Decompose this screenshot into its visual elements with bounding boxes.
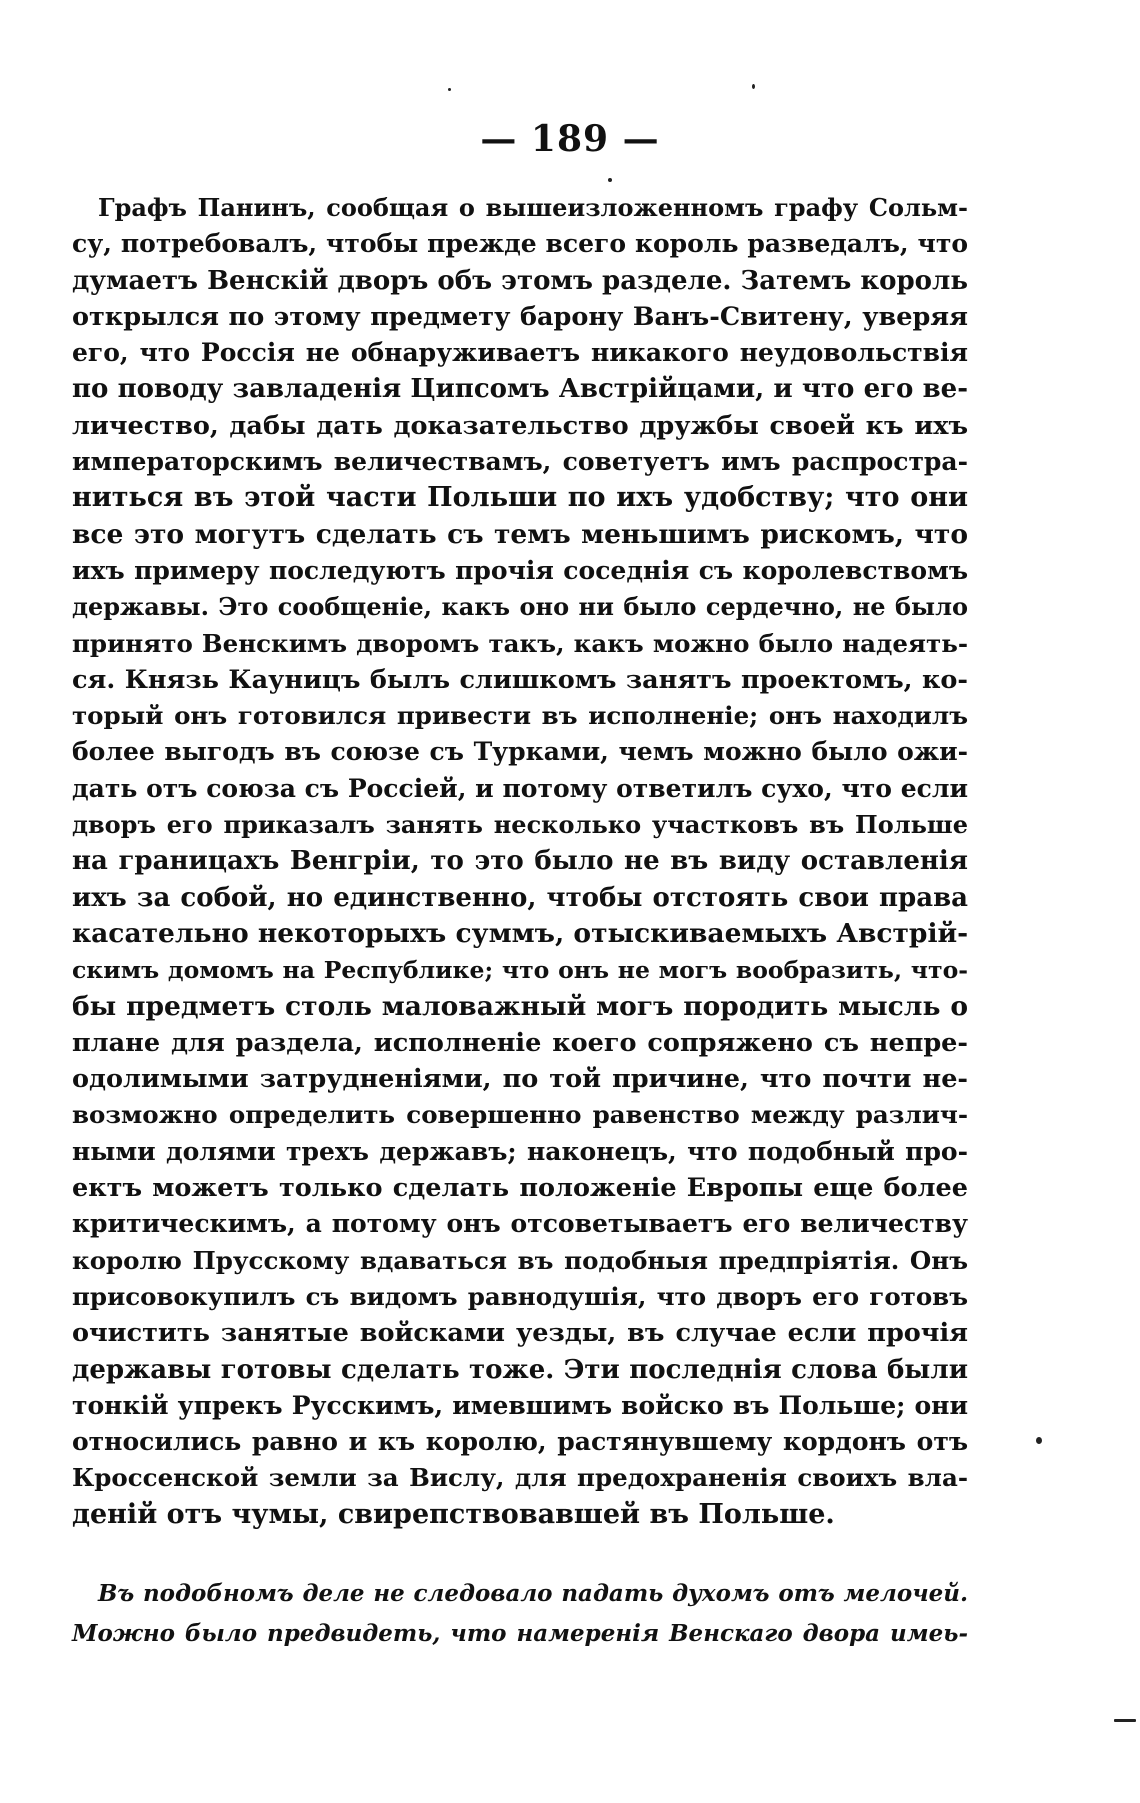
scan-speck	[1114, 1719, 1136, 1722]
text-line: присовокупилъ съ видомъ равнодушія, что дворъ его готовъ	[72, 1281, 968, 1311]
scan-speck	[608, 178, 612, 182]
text-line: дать отъ союза съ Россіей, и потому ответилъ сухо, что если	[72, 773, 968, 803]
text-line: на границахъ Венгріи, то это было не въ виду оставленія	[72, 846, 968, 877]
text-line: все это могутъ сделать съ темъ меньшимъ рискомъ, что	[72, 518, 968, 550]
text-line: ихъ примеру последуютъ прочія соседнія съ королевствомъ	[72, 555, 968, 585]
text-line: скимъ домомъ на Республике; что онъ не могъ вообразить, что-	[72, 956, 968, 985]
scan-speck	[1036, 1437, 1042, 1444]
text-line: возможно определить совершенно равенство между различ-	[72, 1100, 968, 1130]
text-line: державы. Это сообщеніе, какъ оно ни было сердечно, не было	[72, 592, 968, 622]
text-line: его, что Россія не обнаруживаетъ никакого неудовольствія	[72, 338, 968, 368]
text-line: открылся по этому предмету барону Ванъ-Свитену, уверяя	[72, 301, 968, 332]
text-line: критическимъ, а потому онъ отсоветываетъ его величеству	[72, 1209, 968, 1239]
text-line: думаетъ Венскій дворъ объ этомъ разделе. Затемъ король	[72, 265, 968, 296]
italic-text-line: Въ подобномъ деле не следовало падать духомъ отъ мелочей.	[98, 1580, 968, 1607]
page-number: — 189 —	[480, 118, 660, 160]
text-line: королю Прусскому вдаваться въ подобныя предпріятія. Онъ	[72, 1245, 968, 1275]
main-paragraph	[72, 190, 968, 1533]
text-line: деній отъ чумы, свирепствовавшей въ Польше.	[72, 1498, 835, 1530]
text-line: ными долями трехъ державъ; наконецъ, что подобный про-	[72, 1136, 968, 1166]
text-line: бы предметъ столь маловажный могъ породить мысль о	[72, 990, 968, 1022]
text-line: Графъ Панинъ, сообщая о вышеизложенномъ графу Сольм-	[98, 193, 968, 222]
text-line: очистить занятые войсками уезды, въ случае если прочія	[72, 1318, 968, 1349]
text-line: личество, дабы дать доказательство дружбы своей къ ихъ	[72, 410, 968, 441]
text-line: более выгодъ въ союзе съ Турками, чемъ можно было ожи-	[72, 737, 968, 767]
text-line: императорскимъ величествамъ, советуетъ имъ распростра-	[72, 447, 968, 477]
text-line: ектъ можетъ только сделать положеніе Европы еще более	[72, 1173, 968, 1204]
italic-paragraph	[72, 1574, 968, 1654]
text-line: дворъ его приказалъ занять несколько участковъ въ Польше	[72, 810, 968, 840]
text-line: относились равно и къ королю, растянувшему кордонъ отъ	[72, 1427, 968, 1457]
text-line: Кроссенской земли за Вислу, для предохраненія своихъ вла-	[72, 1463, 968, 1493]
text-line: ся. Князь Кауницъ былъ слишкомъ занятъ проектомъ, ко-	[72, 664, 968, 695]
scan-speck	[448, 88, 451, 91]
text-line: одолимыми затрудненіями, по той причине, что почти не-	[72, 1064, 968, 1095]
text-line: по поводу завладенія Ципсомъ Австрійцами, и что его ве-	[72, 374, 968, 405]
text-line: плане для раздела, исполненіе коего сопряжено съ непре-	[72, 1027, 968, 1058]
text-line: принято Венскимъ дворомъ такъ, какъ можно было надеять-	[72, 628, 968, 658]
text-line: ниться въ этой части Польши по ихъ удобству; что они	[72, 482, 968, 514]
text-line: торый онъ готовился привести въ исполненіе; онъ находилъ	[72, 701, 968, 731]
text-line: касательно некоторыхъ суммъ, отыскиваемыхъ Австрій-	[72, 917, 969, 949]
italic-text-line: Можно было предвидеть, что намеренія Венскаго двора имеь-	[72, 1620, 968, 1647]
text-line: державы готовы сделать тоже. Эти последнія слова были	[72, 1354, 968, 1385]
text-line: ихъ за собой, но единственно, чтобы отстоять свои права	[72, 882, 968, 913]
scan-speck	[752, 84, 755, 89]
text-line: тонкій упрекъ Русскимъ, имевшимъ войско въ Польше; они	[72, 1390, 968, 1420]
text-line: су, потребовалъ, чтобы прежде всего король разведалъ, что	[72, 229, 968, 259]
